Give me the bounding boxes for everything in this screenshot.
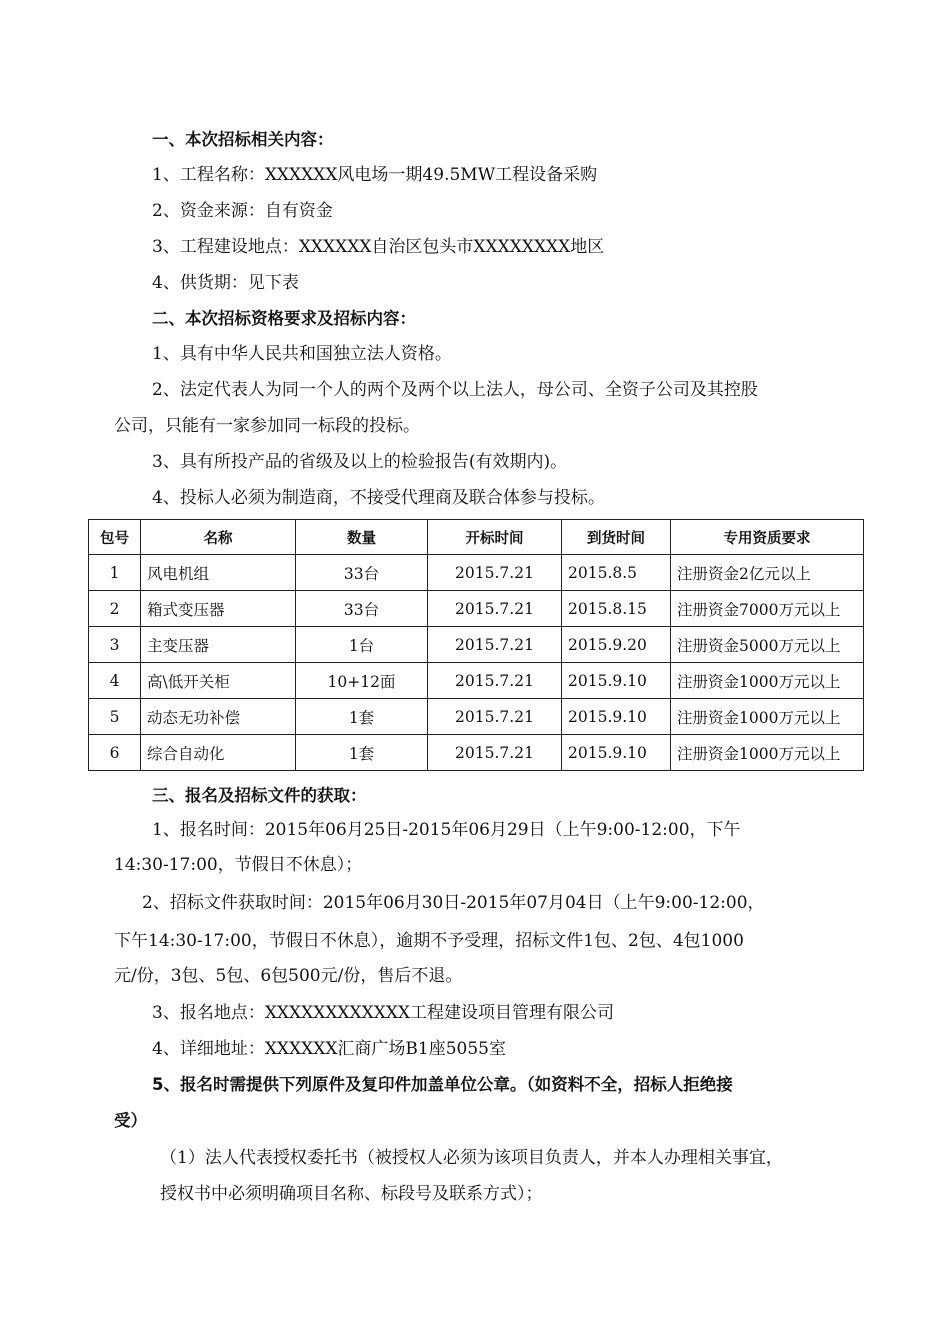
- cell-quantity: 1套: [296, 735, 428, 771]
- document-time-line1: 2、招标文件获取时间：2015年06月30日-2015年07月04日（上午9:00-12:00，: [142, 893, 765, 913]
- header-package-no: 包号: [89, 520, 141, 555]
- cell-arrival-time: 2015.9.10: [562, 735, 671, 771]
- cell-qualification: 注册资金5000万元以上: [671, 627, 864, 663]
- qualification-4: 4、投标人必须为制造商，不接受代理商及联合体参与投标。: [152, 488, 605, 508]
- cell-package-no: 1: [89, 555, 141, 591]
- detailed-address: 4、详细地址：XXXXXX汇商广场B1座5055室: [152, 1039, 507, 1059]
- section-1-heading: 一、本次招标相关内容：: [152, 130, 334, 149]
- cell-opening-time: 2015.7.21: [428, 699, 562, 735]
- cell-qualification: 注册资金1000万元以上: [671, 663, 864, 699]
- supply-period: 4、供货期：见下表: [152, 273, 299, 293]
- table-header-row: [89, 520, 864, 555]
- registration-time-line2: 14:30-17:00，节假日不休息）；: [114, 855, 363, 875]
- cell-arrival-time: 2015.8.15: [562, 591, 671, 627]
- cell-opening-time: 2015.7.21: [428, 735, 562, 771]
- cell-name: 动态无功补偿: [141, 699, 296, 735]
- cell-quantity: 33台: [296, 555, 428, 591]
- table-row: [89, 699, 864, 735]
- table-row: [89, 735, 864, 771]
- document-time-line2: 下午14:30-17:00，节假日不休息），逾期不予受理，招标文件1包、2包、4包1000: [114, 931, 744, 951]
- cell-package-no: 2: [89, 591, 141, 627]
- cell-qualification: 注册资金2亿元以上: [671, 555, 864, 591]
- cell-name: 高\低开关柜: [141, 663, 296, 699]
- table-row: [89, 663, 864, 699]
- cell-package-no: 4: [89, 663, 141, 699]
- document-time-line3: 元/份，3包、5包、6包500元/份，售后不退。: [114, 966, 463, 986]
- project-location: 3、工程建设地点：XXXXXX自治区包头市XXXXXXXX地区: [152, 237, 605, 257]
- cell-arrival-time: 2015.9.20: [562, 627, 671, 663]
- cell-name: 风电机组: [141, 555, 296, 591]
- registration-place: 3、报名地点：XXXXXXXXXXXX工程建设项目管理有限公司: [152, 1003, 615, 1023]
- required-documents-line2: 受）: [114, 1111, 147, 1130]
- cell-arrival-time: 2015.9.10: [562, 699, 671, 735]
- cell-name: 箱式变压器: [141, 591, 296, 627]
- cell-name: 综合自动化: [141, 735, 296, 771]
- cell-package-no: 5: [89, 699, 141, 735]
- project-name: 1、工程名称：XXXXXX风电场一期49.5MW工程设备采购: [152, 165, 598, 185]
- cell-package-no: 3: [89, 627, 141, 663]
- table-row: [89, 591, 864, 627]
- bid-packages-table: [88, 519, 864, 771]
- cell-opening-time: 2015.7.21: [428, 591, 562, 627]
- cell-opening-time: 2015.7.21: [428, 663, 562, 699]
- cell-quantity: 10+12面: [296, 663, 428, 699]
- header-opening-time: 开标时间: [428, 520, 562, 555]
- header-name: 名称: [141, 520, 296, 555]
- cell-qualification: 注册资金1000万元以上: [671, 699, 864, 735]
- qualification-1: 1、具有中华人民共和国独立法人资格。: [152, 344, 452, 364]
- qualification-2-line2: 公司，只能有一家参加同一标段的投标。: [114, 416, 420, 436]
- cell-opening-time: 2015.7.21: [428, 555, 562, 591]
- registration-time-line1: 1、报名时间：2015年06月25日-2015年06月29日（上午9:00-12:00，下午: [152, 820, 741, 840]
- cell-arrival-time: 2015.9.10: [562, 663, 671, 699]
- section-3-heading: 三、报名及招标文件的获取：: [152, 786, 367, 805]
- table-row: [89, 627, 864, 663]
- section-2-heading: 二、本次招标资格要求及招标内容：: [152, 309, 416, 328]
- cell-quantity: 33台: [296, 591, 428, 627]
- authorization-letter-line1: （1）法人代表授权委托书（被授权人必须为该项目负责人，并本人办理相关事宜，: [160, 1148, 783, 1168]
- qualification-2-line1: 2、法定代表人为同一个人的两个及两个以上法人，母公司、全资子公司及其控股: [152, 380, 758, 400]
- cell-package-no: 6: [89, 735, 141, 771]
- header-arrival-time: 到货时间: [562, 520, 671, 555]
- cell-qualification: 注册资金7000万元以上: [671, 591, 864, 627]
- fund-source: 2、资金来源：自有资金: [152, 201, 333, 221]
- header-quantity: 数量: [296, 520, 428, 555]
- cell-quantity: 1套: [296, 699, 428, 735]
- header-qualification: 专用资质要求: [671, 520, 864, 555]
- cell-opening-time: 2015.7.21: [428, 627, 562, 663]
- cell-quantity: 1台: [296, 627, 428, 663]
- authorization-letter-line2: 授权书中必须明确项目名称、标段号及联系方式）；: [160, 1184, 543, 1204]
- cell-arrival-time: 2015.8.5: [562, 555, 671, 591]
- required-documents-line1: 5、报名时需提供下列原件及复印件加盖单位公章。（如资料不全，招标人拒绝接: [152, 1075, 733, 1094]
- cell-name: 主变压器: [141, 627, 296, 663]
- table-row: [89, 555, 864, 591]
- qualification-3: 3、具有所投产品的省级及以上的检验报告(有效期内)。: [152, 452, 568, 472]
- cell-qualification: 注册资金1000万元以上: [671, 735, 864, 771]
